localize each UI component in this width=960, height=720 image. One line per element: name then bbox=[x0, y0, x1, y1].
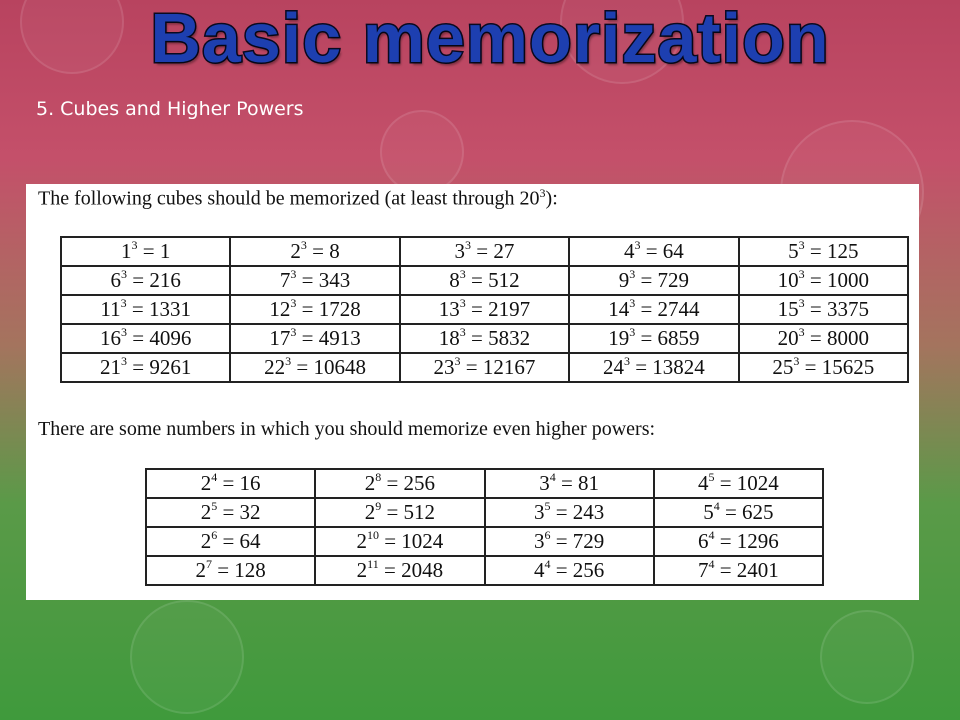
power-base: 7 bbox=[697, 558, 709, 582]
power-base: 7 bbox=[279, 268, 291, 292]
power-cell bbox=[315, 556, 484, 585]
power-value: 5832 bbox=[488, 326, 531, 350]
power-value: 1 bbox=[159, 239, 171, 263]
power-value: 625 bbox=[742, 500, 774, 524]
power-value: 9261 bbox=[149, 355, 192, 379]
equals-sign: = bbox=[378, 558, 402, 582]
power-cell bbox=[569, 295, 738, 324]
equals-sign: = bbox=[550, 529, 573, 553]
power-exponent: 3 bbox=[120, 296, 127, 310]
power-value: 2744 bbox=[657, 297, 700, 321]
power-value: 12167 bbox=[482, 355, 536, 379]
power-cell bbox=[230, 266, 399, 295]
power-value: 1000 bbox=[826, 268, 869, 292]
power-base: 9 bbox=[618, 268, 630, 292]
power-value: 1024 bbox=[736, 471, 779, 495]
power-base: 16 bbox=[100, 326, 122, 350]
power-value: 729 bbox=[572, 529, 605, 553]
power-cell bbox=[485, 469, 654, 498]
equals-sign: = bbox=[471, 239, 494, 263]
power-value: 4096 bbox=[149, 326, 192, 350]
equals-sign: = bbox=[714, 529, 737, 553]
power-value: 1296 bbox=[736, 529, 779, 553]
power-exponent: 3 bbox=[459, 296, 466, 310]
bokeh-circle bbox=[820, 610, 914, 704]
power-value: 6859 bbox=[657, 326, 700, 350]
power-cell bbox=[61, 353, 230, 382]
power-base: 2 bbox=[200, 529, 212, 553]
bokeh-circle bbox=[130, 600, 244, 714]
power-value: 2401 bbox=[736, 558, 779, 582]
power-value: 8000 bbox=[826, 326, 869, 350]
cubes-intro: The following cubes should be memorized (at least through $20^3$): bbox=[38, 186, 558, 210]
power-value: 128 bbox=[234, 558, 266, 582]
power-base: 12 bbox=[269, 297, 291, 321]
power-value: 125 bbox=[826, 239, 859, 263]
power-exponent: 6 bbox=[211, 528, 218, 542]
power-base: 2 bbox=[200, 500, 212, 524]
power-value: 64 bbox=[662, 239, 684, 263]
power-cell bbox=[146, 556, 315, 585]
power-exponent: 3 bbox=[798, 238, 805, 252]
power-base: 4 bbox=[623, 239, 635, 263]
power-value: 81 bbox=[578, 471, 600, 495]
power-exponent: 3 bbox=[798, 325, 805, 339]
power-cell bbox=[61, 266, 230, 295]
power-base: 18 bbox=[438, 326, 460, 350]
power-base: 24 bbox=[602, 355, 624, 379]
table-row bbox=[146, 498, 823, 527]
equals-sign: = bbox=[465, 297, 489, 321]
power-cell bbox=[400, 266, 569, 295]
powers-intro: There are some numbers in which you should memorize even higher powers: bbox=[38, 418, 656, 440]
power-base: 11 bbox=[100, 297, 121, 321]
power-cell bbox=[230, 353, 399, 382]
power-exponent: 4 bbox=[708, 557, 715, 571]
equals-sign: = bbox=[635, 326, 658, 350]
power-exponent: 3 bbox=[634, 238, 641, 252]
power-cell bbox=[230, 324, 399, 353]
power-base: 2 bbox=[290, 239, 301, 263]
power-cell bbox=[654, 498, 823, 527]
power-base: 15 bbox=[777, 297, 799, 321]
power-exponent: 3 bbox=[290, 267, 297, 281]
equals-sign: = bbox=[550, 500, 573, 524]
power-cell bbox=[230, 237, 399, 266]
power-value: 1331 bbox=[148, 297, 191, 321]
power-base: 2 bbox=[200, 471, 212, 495]
power-exponent: 4 bbox=[544, 557, 551, 571]
power-base: 25 bbox=[772, 355, 794, 379]
power-cell bbox=[485, 498, 654, 527]
equals-sign: = bbox=[640, 239, 663, 263]
power-base: 20 bbox=[777, 326, 799, 350]
power-cell bbox=[569, 237, 738, 266]
power-value: 256 bbox=[572, 558, 605, 582]
power-exponent: 5 bbox=[544, 499, 551, 513]
bokeh-circle bbox=[380, 110, 464, 194]
power-base: 4 bbox=[697, 471, 709, 495]
equals-sign: = bbox=[296, 297, 319, 321]
power-base: 19 bbox=[608, 326, 630, 350]
power-cell bbox=[485, 556, 654, 585]
power-value: 13824 bbox=[652, 355, 705, 379]
table-row bbox=[61, 237, 908, 266]
power-exponent: 3 bbox=[121, 325, 128, 339]
power-cell bbox=[569, 266, 738, 295]
power-exponent: 3 bbox=[285, 354, 292, 368]
power-cell bbox=[61, 237, 230, 266]
equals-sign: = bbox=[555, 471, 579, 495]
power-base: 10 bbox=[777, 268, 799, 292]
power-value: 64 bbox=[239, 529, 261, 553]
power-exponent: 3 bbox=[793, 354, 800, 368]
power-base: 6 bbox=[110, 268, 122, 292]
table-row bbox=[146, 527, 823, 556]
equals-sign: = bbox=[804, 239, 827, 263]
equals-sign: = bbox=[127, 355, 150, 379]
power-exponent: 3 bbox=[121, 354, 128, 368]
power-base: 5 bbox=[703, 500, 714, 524]
equals-sign: = bbox=[291, 355, 314, 379]
power-value: 32 bbox=[239, 500, 261, 524]
power-base: 2 bbox=[364, 500, 376, 524]
power-cell bbox=[739, 353, 908, 382]
equals-sign: = bbox=[635, 297, 658, 321]
power-exponent: 3 bbox=[798, 267, 805, 281]
power-cell bbox=[739, 324, 908, 353]
power-base: 1 bbox=[121, 239, 132, 263]
power-exponent: 3 bbox=[623, 354, 630, 368]
power-value: 8 bbox=[329, 239, 340, 263]
power-exponent: 6 bbox=[544, 528, 551, 542]
equals-sign: = bbox=[804, 268, 827, 292]
power-cell bbox=[61, 324, 230, 353]
power-base: 22 bbox=[264, 355, 286, 379]
equals-sign: = bbox=[381, 471, 404, 495]
equals-sign: = bbox=[465, 268, 489, 292]
power-cell bbox=[146, 469, 315, 498]
power-value: 512 bbox=[403, 500, 436, 524]
power-value: 216 bbox=[149, 268, 181, 292]
equals-sign: = bbox=[714, 471, 737, 495]
power-cell bbox=[61, 295, 230, 324]
power-value: 27 bbox=[493, 239, 515, 263]
table-row bbox=[146, 556, 823, 585]
power-cell bbox=[485, 527, 654, 556]
power-cell bbox=[739, 295, 908, 324]
power-base: 14 bbox=[608, 297, 630, 321]
power-exponent: 3 bbox=[629, 296, 636, 310]
power-exponent: 3 bbox=[629, 325, 636, 339]
equals-sign: = bbox=[381, 500, 404, 524]
power-value: 729 bbox=[657, 268, 690, 292]
power-cell bbox=[230, 295, 399, 324]
equals-sign: = bbox=[296, 326, 319, 350]
power-cell bbox=[400, 353, 569, 382]
power-exponent: 3 bbox=[121, 267, 128, 281]
power-exponent: 4 bbox=[211, 470, 218, 484]
power-exponent: 5 bbox=[211, 499, 218, 513]
power-cell bbox=[739, 266, 908, 295]
power-base: 2 bbox=[364, 471, 376, 495]
power-value: 4913 bbox=[318, 326, 361, 350]
equals-sign: = bbox=[306, 239, 330, 263]
power-exponent: 3 bbox=[459, 325, 466, 339]
higher-powers-table bbox=[145, 468, 824, 586]
power-base: 17 bbox=[269, 326, 291, 350]
power-exponent: 3 bbox=[300, 238, 307, 252]
power-value: 1728 bbox=[318, 297, 361, 321]
power-exponent: 4 bbox=[708, 528, 715, 542]
power-exponent: 3 bbox=[465, 238, 472, 252]
slide-subtitle: 5. Cubes and Higher Powers bbox=[36, 98, 304, 120]
table-row bbox=[146, 469, 823, 498]
equals-sign: = bbox=[211, 558, 235, 582]
equals-sign: = bbox=[465, 326, 489, 350]
power-base: 3 bbox=[533, 529, 545, 553]
power-base: 2 bbox=[356, 558, 368, 582]
power-cell bbox=[315, 498, 484, 527]
slide-title: Basic memorization bbox=[150, 0, 830, 77]
equals-sign: = bbox=[460, 355, 483, 379]
power-exponent: 11 bbox=[367, 557, 379, 571]
power-base: 4 bbox=[533, 558, 545, 582]
power-exponent: 5 bbox=[708, 470, 715, 484]
power-base: 2 bbox=[356, 529, 367, 553]
equals-sign: = bbox=[635, 268, 658, 292]
equals-sign: = bbox=[804, 326, 827, 350]
power-base: 21 bbox=[100, 355, 122, 379]
power-exponent: 9 bbox=[375, 499, 382, 513]
equals-sign: = bbox=[137, 239, 160, 263]
power-cell bbox=[739, 237, 908, 266]
power-value: 16 bbox=[239, 471, 261, 495]
power-base: 3 bbox=[539, 471, 550, 495]
power-exponent: 3 bbox=[459, 267, 466, 281]
power-base: 2 bbox=[195, 558, 206, 582]
table-row bbox=[61, 353, 908, 382]
power-base: 13 bbox=[438, 297, 460, 321]
power-value: 3375 bbox=[826, 297, 869, 321]
equals-sign: = bbox=[629, 355, 653, 379]
power-value: 1024 bbox=[401, 529, 444, 553]
power-cell bbox=[400, 237, 569, 266]
table-row bbox=[61, 295, 908, 324]
equals-sign: = bbox=[217, 471, 240, 495]
power-exponent: 3 bbox=[629, 267, 636, 281]
power-cell bbox=[654, 527, 823, 556]
power-exponent: 3 bbox=[290, 296, 297, 310]
equals-sign: = bbox=[217, 500, 240, 524]
power-exponent: 3 bbox=[798, 296, 805, 310]
power-cell bbox=[146, 527, 315, 556]
power-cell bbox=[654, 556, 823, 585]
power-cell bbox=[654, 469, 823, 498]
table-row bbox=[61, 324, 908, 353]
equals-sign: = bbox=[217, 529, 240, 553]
power-exponent: 4 bbox=[549, 470, 556, 484]
equals-sign: = bbox=[378, 529, 402, 553]
power-cell bbox=[400, 324, 569, 353]
power-exponent: 10 bbox=[366, 528, 379, 542]
equals-sign: = bbox=[296, 268, 319, 292]
power-cell bbox=[315, 469, 484, 498]
table-row bbox=[61, 266, 908, 295]
content-panel bbox=[26, 184, 919, 600]
equals-sign: = bbox=[799, 355, 822, 379]
power-base: 8 bbox=[449, 268, 460, 292]
power-exponent: 3 bbox=[290, 325, 297, 339]
power-cell bbox=[315, 527, 484, 556]
power-value: 512 bbox=[488, 268, 520, 292]
power-base: 3 bbox=[454, 239, 466, 263]
power-value: 243 bbox=[572, 500, 605, 524]
power-cell bbox=[400, 295, 569, 324]
equals-sign: = bbox=[550, 558, 573, 582]
power-value: 2048 bbox=[401, 558, 444, 582]
power-exponent: 4 bbox=[713, 499, 720, 513]
power-exponent: 3 bbox=[454, 354, 461, 368]
power-value: 15625 bbox=[821, 355, 875, 379]
power-value: 2197 bbox=[488, 297, 531, 321]
power-cell bbox=[569, 353, 738, 382]
power-base: 6 bbox=[697, 529, 709, 553]
power-base: 3 bbox=[533, 500, 545, 524]
power-value: 10648 bbox=[313, 355, 366, 379]
power-value: 343 bbox=[318, 268, 351, 292]
power-value: 256 bbox=[403, 471, 436, 495]
equals-sign: = bbox=[126, 297, 149, 321]
power-exponent: 8 bbox=[375, 470, 382, 484]
equals-sign: = bbox=[804, 297, 827, 321]
equals-sign: = bbox=[714, 558, 737, 582]
power-base: 23 bbox=[433, 355, 455, 379]
equals-sign: = bbox=[127, 326, 150, 350]
cubes-table bbox=[60, 236, 909, 383]
power-exponent: 7 bbox=[205, 557, 212, 571]
equals-sign: = bbox=[719, 500, 743, 524]
power-exponent: 3 bbox=[131, 238, 138, 252]
power-base: 5 bbox=[788, 239, 799, 263]
power-cell bbox=[569, 324, 738, 353]
power-cell bbox=[146, 498, 315, 527]
equals-sign: = bbox=[127, 268, 150, 292]
